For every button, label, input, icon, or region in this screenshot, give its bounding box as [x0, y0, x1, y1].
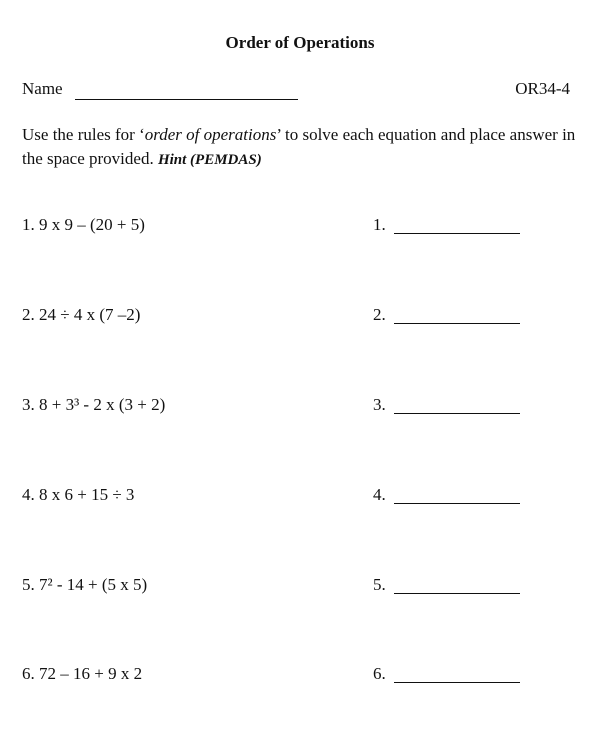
answer-blank-6[interactable]	[394, 664, 520, 683]
answer-blank-5[interactable]	[394, 575, 520, 594]
problem-1: 1. 9 x 9 – (20 + 5)	[22, 215, 145, 234]
worksheet-title: Order of Operations	[225, 33, 375, 52]
problem-6: 6. 72 – 16 + 9 x 2	[22, 664, 143, 683]
problem-4: 4. 8 x 6 + 15 ÷ 3	[22, 485, 135, 504]
instructions-italic: order of operations	[144, 125, 277, 144]
answer-blank-3[interactable]	[394, 395, 520, 414]
instructions-hint: Hint (PEMDAS)	[157, 152, 262, 168]
instructions-text-2: ’ to solve each equation and place answer in the space provided.	[22, 125, 576, 168]
answer-number-1: 1.	[373, 215, 386, 234]
answer-number-4: 4.	[373, 485, 386, 504]
name-label: Name	[22, 79, 63, 98]
answer-number-5: 5.	[373, 575, 386, 594]
problem-5: 5. 7² - 14 + (5 x 5)	[22, 575, 148, 594]
instructions	[22, 123, 588, 172]
answer-blank-1[interactable]	[394, 215, 520, 234]
problem-2: 2. 24 ÷ 4 x (7 –2)	[22, 305, 141, 324]
instructions-text-1: Use the rules for ‘	[22, 125, 145, 144]
problem-3: 3. 8 + 3³ - 2 x (3 + 2)	[22, 395, 166, 414]
answer-number-3: 3.	[373, 395, 386, 414]
answer-blank-2[interactable]	[394, 305, 520, 324]
answer-blank-4[interactable]	[394, 485, 520, 504]
answer-number-2: 2.	[373, 305, 386, 324]
answer-number-6: 6.	[373, 664, 386, 683]
worksheet-code: OR34-4	[515, 79, 570, 98]
name-blank	[75, 99, 298, 100]
